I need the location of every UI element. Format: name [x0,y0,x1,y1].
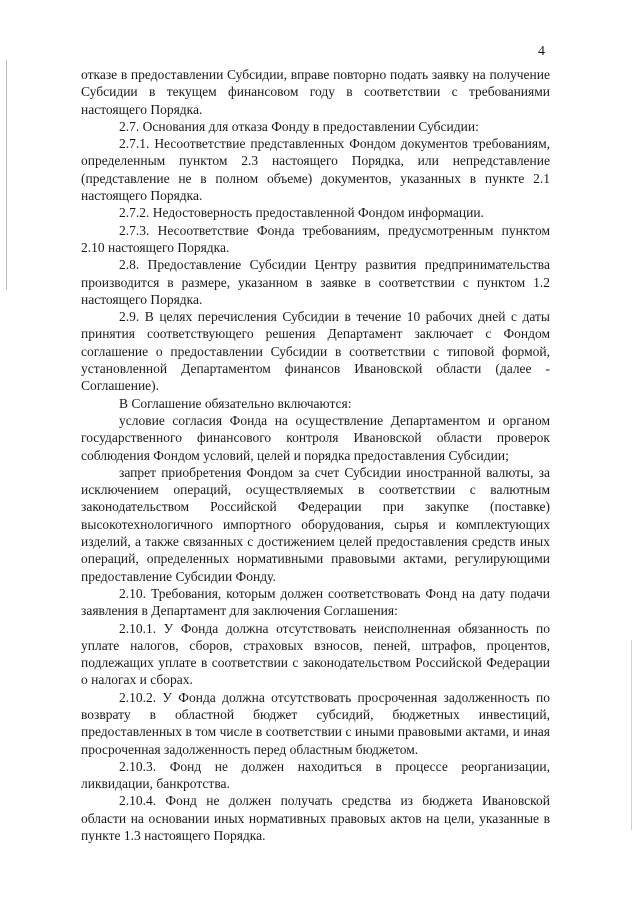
paragraph-2-7-2: 2.7.2. Недостоверность предоставленной Фондом информации. [119,205,484,221]
paragraph-2-8: 2.8. Предоставление Субсидии Центру развития предпринимательства производится в размере, указанном в заявке в соответствии с пунктом 1.2 настоящего Порядка. [81,257,550,307]
paragraph-2-10-4: 2.10.4. Фонд не должен получать средства из бюджета Ивановской области на основании иных нормативных правовых актов на цели, указанные в пункте 1.3 настоящего Порядка. [81,793,550,844]
paragraph-currency-ban: запрет приобретения Фондом за счет Субсидии иностранной валюты, за исключением операций, осуществляемых в соответствии с валютным законодательством Российской Федерации при закупке (поставке) высокотехнологичного импортного оборудования, сырья и комплектующих изделий, а также связанных с достижением целей предоставления средств иных операций, определенных нормативными правовыми актами, регулирующими предоставление Субсидии Фонду. [81,464,550,584]
paragraph-2-10-1: 2.10.1. У Фонда должна отсутствовать неисполненная обязанность по уплате налогов, сборов, страховых взносов, пеней, штрафов, процентов, подлежащих уплате в соответствии с законодательством Российской Федерации о налогах и сборах. [81,620,550,688]
paragraph-2-10-3: 2.10.3. Фонд не должен находиться в процессе реорганизации, ликвидации, банкротства. [81,758,550,792]
paragraph-2-10-2: 2.10.2. У Фонда должна отсутствовать просроченная задолженность по возврату в областной бюджет субсидий, бюджетных инвестиций, предоставленных в том числе в соответствии с иными правовыми актами, и иная просроченная задолженность перед областным бюджетом. [81,689,550,757]
document-body [81,66,550,844]
page-number: 4 [538,44,545,59]
paragraph-2-7: 2.7. Основания для отказа Фонду в предоставлении Субсидии: [119,118,479,134]
paragraph-2-9: 2.9. В целях перечисления Субсидии в течение 10 рабочих дней с даты принятия соответствующего решения Департамент заключает с Фондом соглашение о предоставлении Субсидии в соответствии с типовой формой, установленной Департаментом финансов Ивановской области (далее - Соглашение). [81,309,550,394]
scan-edge-mark [631,640,632,830]
paragraph-consent-condition: условие согласия Фонда на осуществление Департаментом и органом государственного финансового контроля Ивановской области проверок соблюдения Фондом условий, целей и порядка предоставления Субсидии; [81,412,550,463]
paragraph-agreement-includes: В Соглашение обязательно включаются: [119,395,352,411]
paragraph-2-7-3: 2.7.3. Несоответствие Фонда требованиям, предусмотренным пунктом 2.10 настоящего Порядка. [81,222,550,255]
paragraph-refusal-continuation: отказе в предоставлении Субсидии, вправе повторно подать заявку на получение Субсидии в текущем финансовом году в соответствии с требованиями настоящего Порядка. [81,67,550,117]
paragraph-2-7-1: 2.7.1. Несоответствие представленных Фондом документов требованиям, определенным пунктом 2.3 настоящего Порядка, или непредставление (представление не в полном объеме) документов, указанных в пункте 2.1 настоящего Порядка. [81,136,550,204]
scan-edge-mark [6,60,7,290]
paragraph-2-10: 2.10. Требования, которым должен соответствовать Фонд на дату подачи заявления в Департамент для заключения Соглашения: [81,585,550,619]
